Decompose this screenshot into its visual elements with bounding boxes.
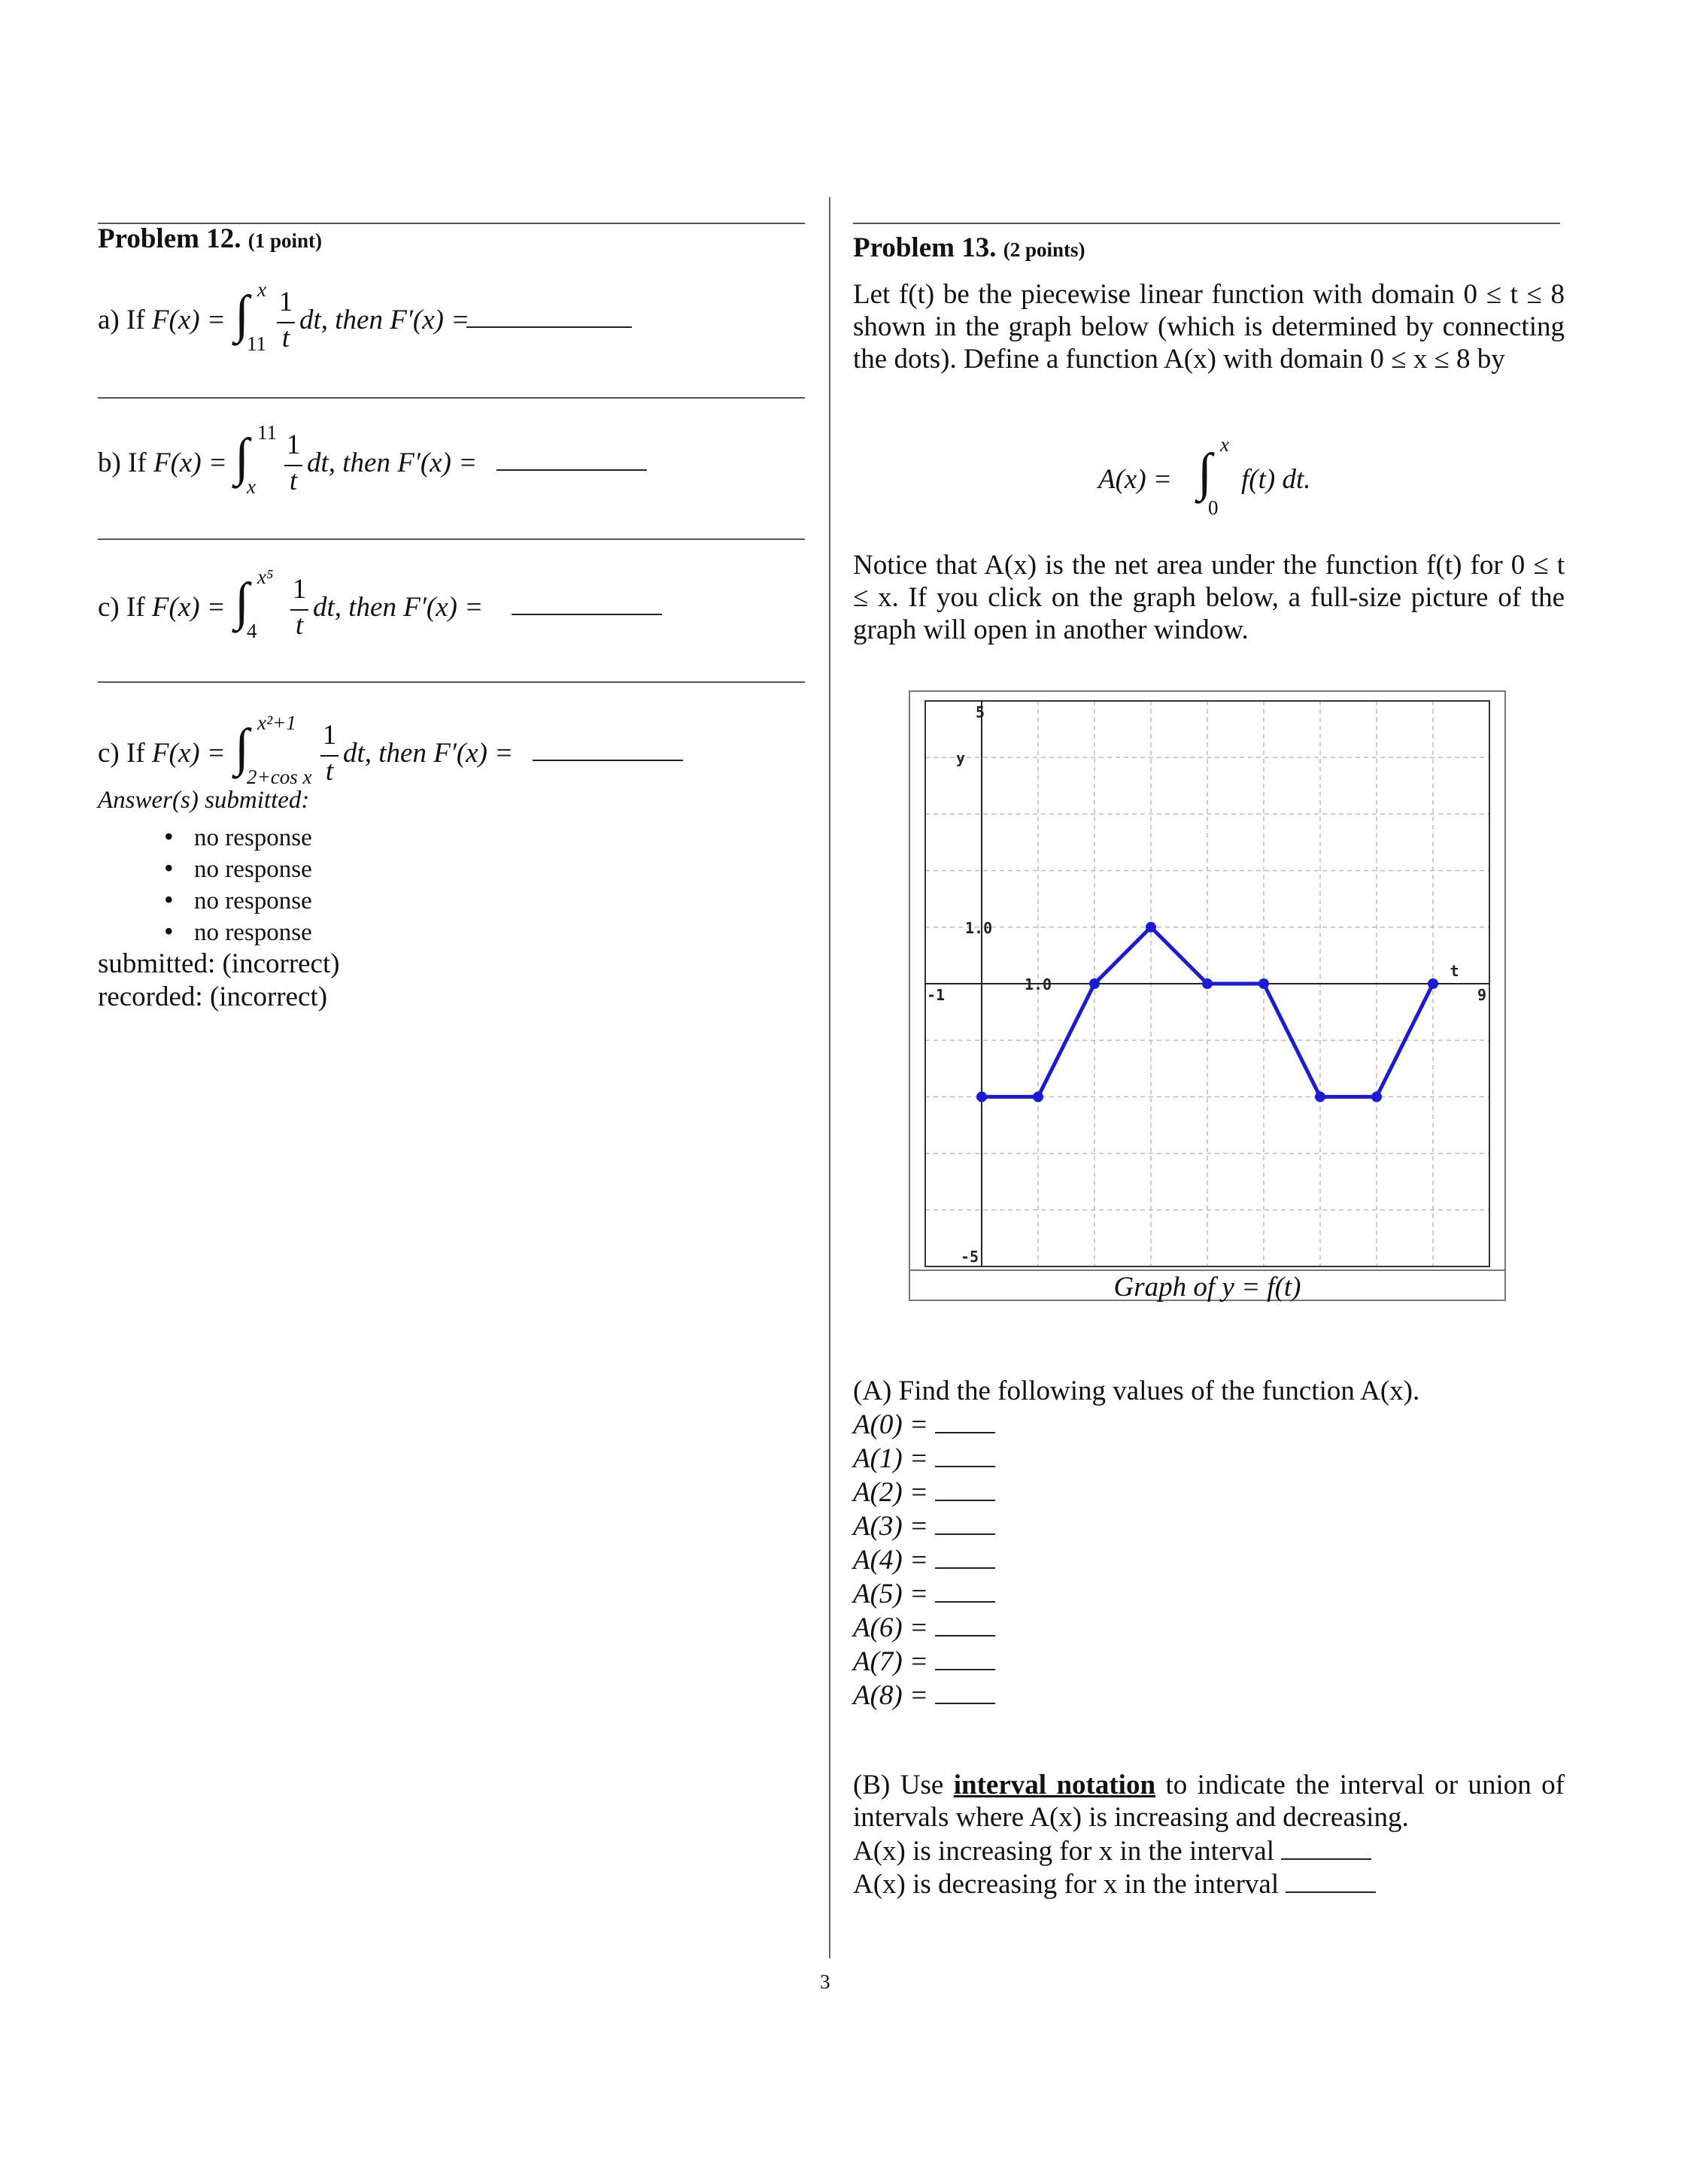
p12d-den: t <box>325 756 334 787</box>
data-point <box>1428 978 1438 989</box>
p12c-label: c) If F(x) = <box>98 592 226 623</box>
a-value-row: A(4) = <box>853 1543 995 1577</box>
p12a-label: a) If F(x) = <box>98 305 226 335</box>
p12c-tail: dt, then F′(x) = <box>313 592 484 623</box>
def-lower: 0 <box>1208 496 1219 519</box>
p12c-integral-sign: ∫ <box>235 573 250 631</box>
data-point <box>1089 978 1100 989</box>
p12c-upper: x⁵ <box>257 566 274 588</box>
y-axis-label: y <box>956 749 966 768</box>
data-point <box>976 1091 987 1102</box>
data-point <box>1315 1091 1325 1102</box>
data-point <box>1146 922 1156 933</box>
decreasing-interval-blank[interactable] <box>1286 1891 1376 1893</box>
a-value-blank[interactable] <box>935 1601 995 1603</box>
p12b-den: t <box>289 466 298 496</box>
x-tick-label-right: 9 <box>1477 986 1487 1004</box>
a-value-blank[interactable] <box>935 1500 995 1501</box>
p12-title: Problem 12. (1 point) <box>98 223 322 254</box>
y-tick-label-one: 1.0 <box>965 918 993 937</box>
a-value-blank[interactable] <box>935 1432 995 1433</box>
interval-notation-link[interactable]: interval notation <box>953 1770 1156 1800</box>
p12c-num: 1 <box>292 574 307 605</box>
answer-item: • no response <box>164 884 312 916</box>
p13-notice: Notice that A(x) is the net area under the function f(t) for 0 ≤ t ≤ x. If you click on the graph below, a full-size picture of the graph will open in another window. <box>853 550 1565 645</box>
p12-rule-1 <box>98 397 805 399</box>
def-upper: x <box>1220 433 1229 456</box>
def-integral-sign: ∫ <box>1198 444 1213 502</box>
inc-row: A(x) is increasing for x in the interval <box>853 1835 1371 1867</box>
p12-part-c <box>98 566 775 656</box>
increasing-interval-blank[interactable] <box>1281 1858 1371 1860</box>
p12d-num: 1 <box>322 720 337 751</box>
p12c-den: t <box>295 610 304 641</box>
p12a-integral-sign: ∫ <box>235 286 250 344</box>
answers-list <box>164 821 312 948</box>
a-value-blank[interactable] <box>935 1567 995 1569</box>
graph-svg[interactable] <box>910 692 1504 1268</box>
p13-top-rule <box>853 223 1560 224</box>
a-value-blank[interactable] <box>935 1533 995 1535</box>
a-values-list <box>853 1408 995 1712</box>
data-point <box>1371 1091 1382 1102</box>
p12-rule-2 <box>98 538 805 540</box>
p13-partB: (B) Use interval notation to indicate the interval or union of intervals where A(x) is increasing and decreasing. <box>853 1770 1565 1833</box>
p12-part-a <box>98 278 775 369</box>
a-value-row: A(2) = <box>853 1476 995 1509</box>
data-point <box>1202 978 1213 989</box>
p12d-tail: dt, then F′(x) = <box>343 738 514 769</box>
answer-item: • no response <box>164 821 312 853</box>
p12-rule-3 <box>98 681 805 683</box>
p12a-tail: dt, then F′(x) = <box>299 305 470 335</box>
a-value-blank[interactable] <box>935 1669 995 1670</box>
column-divider <box>829 197 830 1958</box>
p12d-lower: 2+cos x <box>247 766 312 788</box>
y-tick-label-bottom: -5 <box>961 1248 979 1266</box>
p12a-den: t <box>281 323 290 353</box>
p12c-answer-blank[interactable] <box>512 614 662 615</box>
p12b-num: 1 <box>286 429 301 460</box>
p12d-label: c) If F(x) = <box>98 738 226 769</box>
page-number: 3 <box>820 1970 830 1993</box>
p12a-lower: 11 <box>247 332 266 355</box>
p12a-answer-blank[interactable] <box>466 326 632 328</box>
a-value-row: A(1) = <box>853 1442 995 1476</box>
p12d-integral-sign: ∫ <box>235 719 250 777</box>
p12-part-b <box>98 421 775 511</box>
data-point <box>1033 1091 1043 1102</box>
y-tick-label-top: 5 <box>976 703 985 721</box>
p12b-answer-blank[interactable] <box>496 469 647 471</box>
answers-submitted-label: Answer(s) submitted: <box>98 787 310 814</box>
x-tick-label-left: -1 <box>927 986 946 1004</box>
recorded-status: recorded: (incorrect) <box>98 981 328 1012</box>
p12a-num: 1 <box>278 287 293 317</box>
answer-item: • no response <box>164 916 312 948</box>
a-value-row: A(3) = <box>853 1509 995 1543</box>
p12d-answer-blank[interactable] <box>533 760 683 761</box>
p13-partA: (A) Find the following values of the function A(x). <box>853 1376 1420 1406</box>
a-value-blank[interactable] <box>935 1635 995 1636</box>
data-point <box>1258 978 1269 989</box>
a-value-blank[interactable] <box>935 1466 995 1467</box>
p13-title: Problem 13. (2 points) <box>853 232 1085 263</box>
p12b-integral-sign: ∫ <box>235 429 250 487</box>
graph-caption: Graph of y = f(t) <box>909 1269 1506 1303</box>
a-value-blank[interactable] <box>935 1703 995 1704</box>
p12c-lower: 4 <box>247 620 257 642</box>
p12d-upper: x²+1 <box>257 711 296 734</box>
a-value-row: A(6) = <box>853 1611 995 1645</box>
p12b-tail: dt, then F′(x) = <box>307 447 478 478</box>
p12b-lower: x <box>247 475 256 498</box>
def-lhs: A(x) = <box>1098 464 1172 495</box>
dec-row: A(x) is decreasing for x in the interval <box>853 1868 1376 1900</box>
def-rhs: f(t) dt. <box>1241 464 1311 495</box>
a-value-row: A(5) = <box>853 1577 995 1611</box>
submitted-status: submitted: (incorrect) <box>98 948 340 979</box>
p12b-upper: 11 <box>257 421 277 444</box>
answer-item: • no response <box>164 853 312 884</box>
a-value-row: A(7) = <box>853 1645 995 1679</box>
p13-intro: Let f(t) be the piecewise linear function with domain 0 ≤ t ≤ 8 shown in the graph below (which is determined by connecting the dots). Define a function A(x) with domain 0 ≤ x ≤ 8 by <box>853 279 1565 375</box>
p13-definition <box>1098 433 1399 523</box>
p12b-label: b) If F(x) = <box>98 447 227 478</box>
a-value-row: A(8) = <box>853 1679 995 1712</box>
x-tick-label-one: 1.0 <box>1024 975 1052 993</box>
p12a-upper: x <box>257 278 266 301</box>
a-value-row: A(0) = <box>853 1408 995 1442</box>
x-axis-label: t <box>1450 962 1459 980</box>
